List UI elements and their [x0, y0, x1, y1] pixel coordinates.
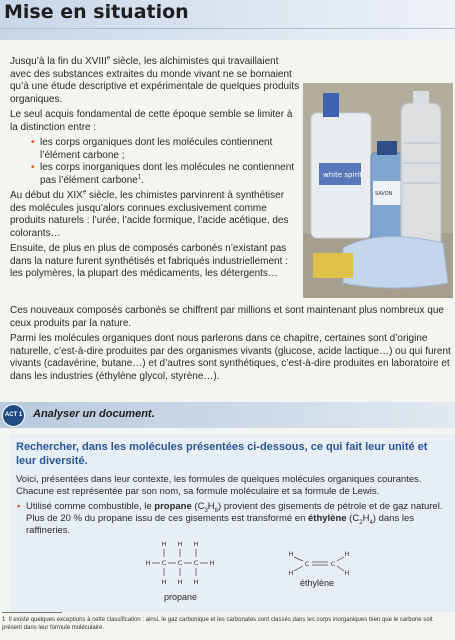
intro-paragraph-3: [10, 190, 300, 240]
atom-h: H: [161, 578, 167, 586]
page-header: [0, 0, 455, 40]
intro-paragraph-1: [10, 56, 300, 106]
atom-c: C: [304, 560, 310, 568]
atom-h: H: [145, 559, 151, 567]
products-photo: [303, 83, 453, 298]
activity-paragraph: Voici, présentées dans leur contexte, les formules de quelques molécules organiques courantes. Chacune est représentée par son nom, sa formule moléculaire et sa formule de Lewis.: [16, 474, 422, 497]
bold-term-propane: propane: [154, 501, 192, 512]
activity-question: Rechercher, dans les molécules présentées ci-dessous, ce qui fait leur unité et leur diversité.: [16, 441, 428, 467]
atom-h: H: [193, 578, 199, 586]
distinction-list: [10, 137, 300, 187]
paragraph-5: Ces nouveaux composés carbonés se chiffrent par millions et sont maintenant plus nombreux que ceux produits par la nature.: [10, 305, 444, 329]
products-illustration: [303, 83, 453, 298]
propane-lewis-structure: [140, 538, 230, 588]
text-span: Utilisé comme combustible, le: [26, 501, 155, 512]
atom-h: H: [288, 550, 294, 558]
activity-list: [16, 501, 448, 537]
text-span: Jusqu’à la fin du XVIII: [10, 56, 107, 67]
atom-h: H: [344, 550, 350, 558]
footnote-ref: 1: [137, 174, 142, 181]
text-span: ): [372, 513, 376, 524]
text-span: (C: [191, 501, 205, 512]
atom-h: H: [344, 569, 350, 577]
text-span: siècle, les alchimistes qui travaillaient avec des substances extraites du monde vivant ne se bornaient qu’à une étude descriptive et expérimentale de quelques produits organiques.: [10, 56, 300, 105]
atom-h: H: [193, 540, 199, 548]
list-item-organic: • les corps organiques dont les molécules contiennent l’élément carbone ;: [40, 137, 300, 162]
propane-name: propane: [164, 592, 198, 602]
atom-c: C: [177, 559, 183, 567]
paragraph-6: Parmi les molécules organiques dont nous parlerons dans ce chapitre, certaines sont d’origine naturelle, c’est-à-dire produites par des organismes vivants (glucose, acide lactique…) ou qui furent vivants (cadavérine, butane…) et d’autres sont synthétiques, c’est-à-dire produites en laboratoire et dans les industries (éthylène glycol, styrène…).: [10, 333, 451, 382]
formula-h: H: [362, 513, 370, 524]
activity-badge: ACT 1: [2, 404, 25, 427]
atom-h: H: [177, 578, 183, 586]
ethylene-lewis-structure: [285, 548, 355, 578]
bold-term-ethylene: éthylène: [308, 513, 347, 524]
atom-h: H: [161, 540, 167, 548]
activity-label: Analyser un document.: [33, 408, 155, 420]
header-rule: [0, 28, 455, 29]
text-span: dans les raffineries.: [26, 513, 414, 536]
superscript: e: [82, 189, 87, 196]
text-span: (C: [346, 513, 360, 524]
subscript: 4: [369, 519, 373, 526]
atom-c: C: [161, 559, 167, 567]
text-span: ): [218, 501, 222, 512]
atom-h: H: [209, 559, 215, 567]
activity-body: [16, 474, 448, 540]
footnote-text: Il existe quelques exceptions à cette classification : ainsi, le gaz carbonique et les carbonates sont classés dans les corps inorganiques bien que le carbone soit présent dans leur formule moléculaire.: [2, 617, 433, 631]
atom-h: H: [288, 569, 294, 577]
atom-c: C: [330, 560, 336, 568]
text-span: provient des gisements de pétrole et de gaz naturel. Plus de 20 % du propane issu de ces gisements est transformé en: [26, 501, 443, 524]
intro-text: [10, 56, 300, 284]
atom-c: C: [193, 559, 199, 567]
text-span: les corps inorganiques dont les molécules ne contiennent pas l’élément carbone: [40, 162, 295, 186]
activity-band: [0, 402, 455, 428]
text-span: siècle, les chimistes parvinrent à synthétiser des molécules jusqu’alors connues exclusivement comme produits naturels : l’urée, l’acide formique, l’acide acétique, des colorants…: [10, 190, 289, 239]
footnote-number: 1: [2, 617, 6, 623]
white-spirit-label: white spirit: [323, 171, 362, 179]
footnote-rule: [2, 612, 62, 613]
subscript: 2: [359, 519, 363, 526]
formula-h: H: [207, 501, 215, 512]
list-item-inorganic: [40, 162, 300, 187]
intro-paragraph-2: Le seul acquis fondamental de cette époque semble se limiter à la distinction entre :: [10, 109, 293, 133]
subscript: 8: [214, 507, 219, 514]
page-title: Mise en situation: [4, 1, 189, 23]
superscript: e: [106, 55, 111, 62]
main-text: [10, 305, 452, 386]
intro-paragraph-4: Ensuite, de plus en plus de composés carbonés n’existant pas dans la nature furent synthétisés et fabriqués industriellement : les polymères, la plupart des médicaments, les détergents…: [10, 243, 288, 279]
subscript: 3: [204, 507, 208, 514]
list-item-propane: [26, 501, 448, 537]
ethylene-name: éthylène: [300, 578, 335, 588]
atom-h: H: [177, 540, 183, 548]
text-span: Au début du XIX: [10, 190, 83, 201]
text-span: .: [141, 174, 144, 186]
small-bottle-label: SAVON: [375, 191, 393, 197]
footnote: [2, 616, 452, 632]
